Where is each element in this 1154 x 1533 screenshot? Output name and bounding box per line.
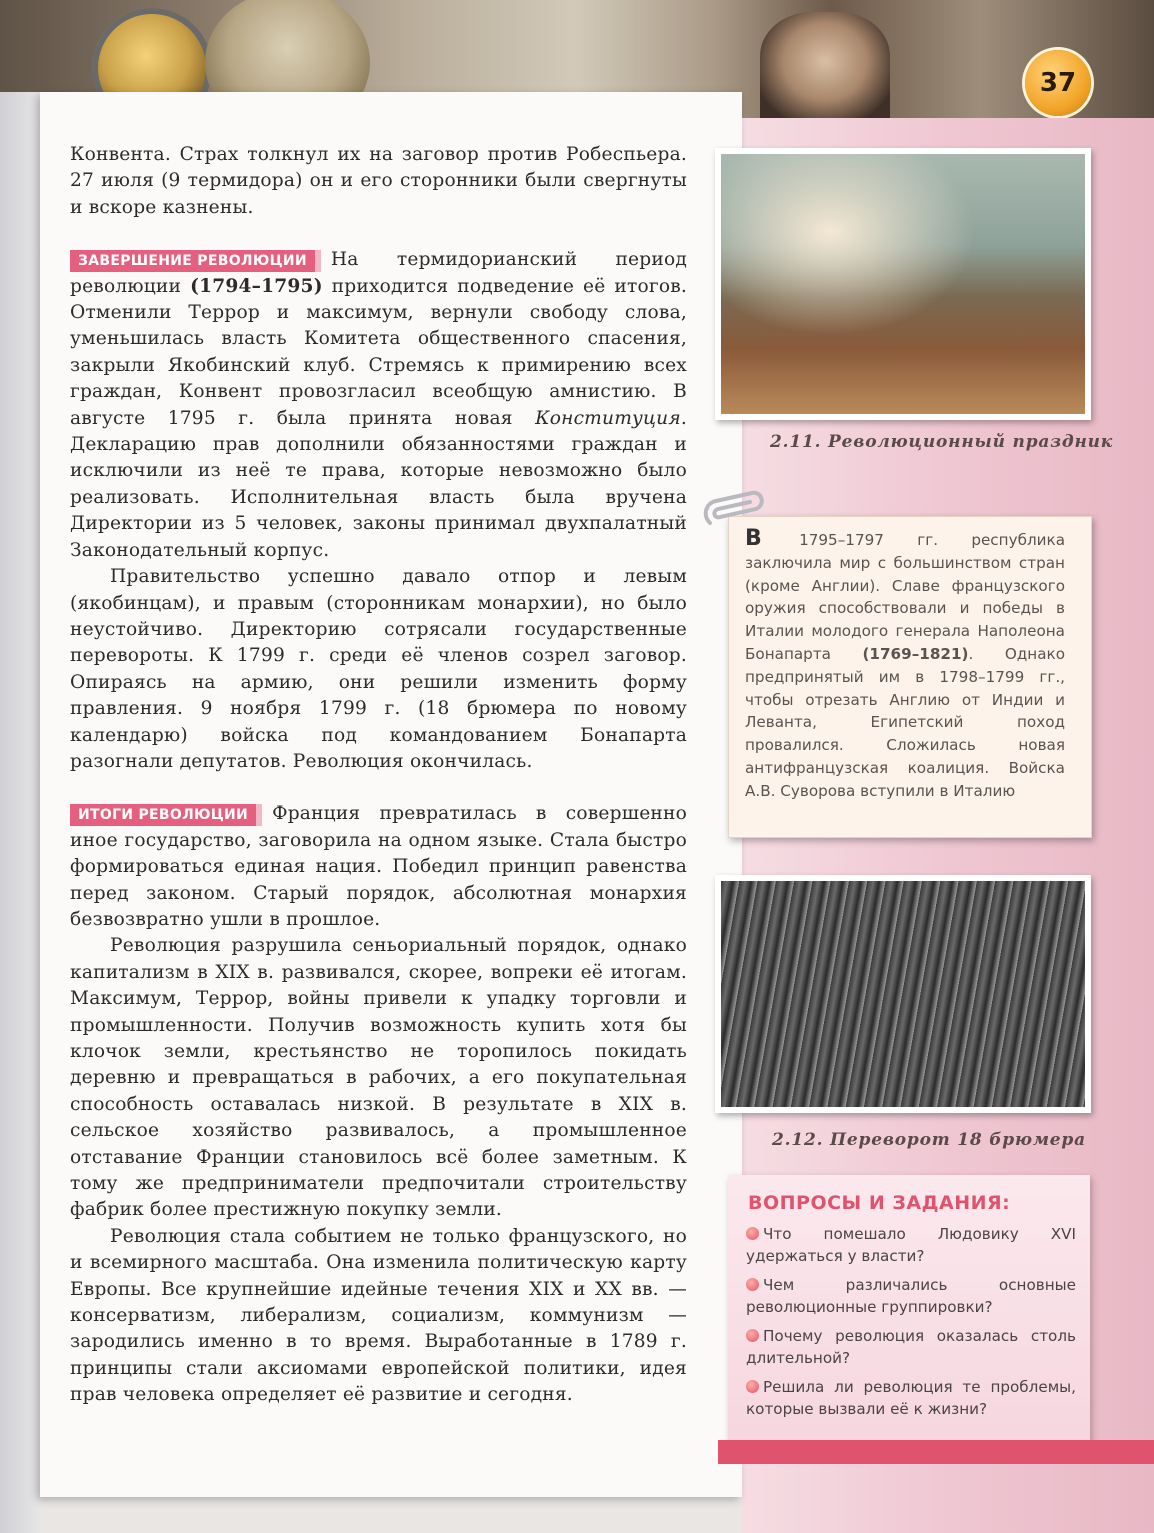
paragraph: Правительство успешно давало отпор и левым (якобинцам), и правым (сторонникам монархии), но было неустойчиво. Директорию сотрясали государственные перевороты. К 1799 г. среди её членов созрел заговор. Опираясь на армию, они решили изменить форму правления. 9 ноября 1799 г. (18 брюмера по новому календарю) войска под командованием Бонапарта разогнали депутатов. Революция окончилась. [70, 566, 687, 772]
dropcap: В [745, 526, 762, 551]
coup-illustration [721, 881, 1085, 1107]
years: (1794–1795) [190, 275, 323, 297]
festival-illustration [721, 154, 1085, 414]
question-item: Решила ли революция те проблемы, которые вызвали её к жизни? [746, 1378, 1076, 1418]
bullet-icon [746, 1380, 759, 1393]
section-results: ИТОГИ РЕВОЛЮЦИИ Франция превратилась в совершенно иное государство, заговорила на одном языке. Стала быстро формироваться единая нация. Победил принцип равенства перед законом. Старый порядок, абсолютная монархия безвозвратно ушли в прошлое. [70, 803, 687, 930]
bullet-icon [746, 1278, 759, 1291]
section-completion: ЗАВЕРШЕНИЕ РЕВОЛЮЦИИ На термидорианский период революции (1794–1795) приходится подведение её итогов. Отменили Террор и максимум, вернули свободу слова, уменьшилась власть Комитета общественного спасения, закрыли Якобинский клуб. Стремясь к примирению всех граждан, Конвент провозгласил всеобщую амнистию. В августе 1795 г. была принята новая Конституция. Декларацию прав дополнили обязанностями граждан и исключили из неё те права, которые невозможно было реализовать. Исполнительная власть была вручена Директории из 5 человек, законы принимал двухпалатный Законодательный корпус. [70, 249, 687, 561]
question-item: Что помешало Людовику XVI удержаться у власти? [746, 1225, 1076, 1265]
note-text: В 1795–1797 гг. республика заключила мир с большинством стран (кроме Англии). Славе французского оружия способствовали и победы в Италии молодого генерала Наполеона Бонапарта (1769–1821). Однако предпринятый им в 1798–1799 гг., чтобы отрезать Англию от Индии и Леванта, Египетский поход провалился. Сложилась новая антифранцузская коалиция. Войска А.В. Суворова вступили в Италию [745, 526, 1065, 800]
napoleon-portrait-image [760, 12, 890, 118]
main-text [70, 142, 687, 1409]
questions-list [746, 1224, 1076, 1428]
figure-caption: 2.12. Переворот 18 брюмера [772, 1130, 1086, 1150]
paragraph: Конвента. Страх толкнул их на заговор против Робеспьера. 27 июля (9 термидора) он и его сторонники были свергнуты и вскоре казнены. [70, 144, 687, 218]
figure-revolutionary-festival [715, 148, 1091, 420]
page-edge [0, 92, 40, 1533]
bullet-icon [746, 1329, 759, 1342]
question-item: Чем различались основные революционные группировки? [746, 1276, 1076, 1316]
figure-caption: 2.11. Революционный праздник [770, 432, 1114, 452]
questions-bottom-bar [718, 1440, 1154, 1464]
section-label: ЗАВЕРШЕНИЕ РЕВОЛЮЦИИ [70, 250, 321, 272]
paragraph: Революция разрушила сеньориальный порядок, однако капитализм в XIX в. развивался, скорее, вопреки её итогам. Максимум, Террор, войны привели к упадку торговли и промышленности. Получив возможность купить хотя бы клочок земли, крестьянство не торопилось покидать деревню и превращаться в рабочих, а его покупательная способность оставалась низкой. В результате в XIX в. сельское хозяйство развивалось, а промышленное отставание Франции становилось всё более заметным. К тому же предприниматели предпочитали строительству фабрик более престижную покупку земли. [70, 935, 687, 1221]
bullet-icon [746, 1227, 759, 1240]
section-label: ИТОГИ РЕВОЛЮЦИИ [70, 804, 262, 826]
years: (1769–1821) [862, 644, 969, 663]
question-item: Почему революция оказалась столь длительной? [746, 1327, 1076, 1367]
paragraph: Революция стала событием не только французского, но и всемирного масштаба. Она изменила политическую карту Европы. Все крупнейшие идейные течения XIX и XX вв. — консерватизм, либерализм, социализм, коммунизм — зародились именно в то время. Выработанные в 1789 г. принципы стали аксиомами европейской политики, идея прав человека определяет её развитие и сегодня. [70, 1225, 687, 1406]
figure-coup-18-brumaire [715, 875, 1091, 1113]
questions-title: ВОПРОСЫ И ЗАДАНИЯ: [748, 1192, 1011, 1214]
term: Конституция [535, 407, 681, 429]
page-number: 37 [1025, 50, 1091, 116]
